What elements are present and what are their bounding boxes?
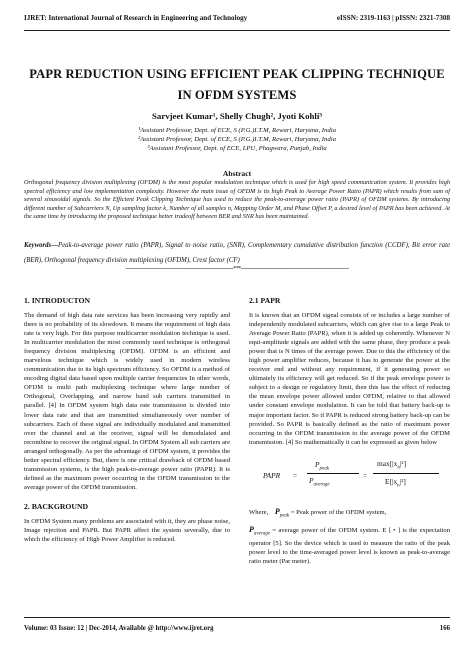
fraction-bar-1 bbox=[307, 473, 359, 474]
fraction-bar-2 bbox=[373, 473, 439, 474]
formula-equals-2: = bbox=[363, 470, 368, 480]
formula-lhs: PAPR bbox=[263, 470, 281, 480]
abstract-heading: Abstract bbox=[222, 169, 252, 178]
keywords-label: Keywords— bbox=[24, 242, 58, 249]
page-number: 166 bbox=[439, 625, 450, 632]
keywords-text: Peak-to-average power ratio (PAPR), Signal to noise ratio, (SNR), Complementary cumulative distribution function (CCDF), Bit error rate (BER), Orthogonal frequency division multiplexing (OFDM), Crest factor (CF) bbox=[24, 242, 450, 264]
where-line-2: $P_{average}$ = average power of the OFDM system. E [ • ] is the expectation operator [5]. So the device which is used to measure the ratio of the peak power level to the time-averaged power level is known as peak-to-average ratio meter (Par meter). bbox=[249, 525, 450, 566]
papr-paragraph: It is known that an OFDM signal consists of or includes a large number of independently modulated subcarriers, which can give rise to a large Peak to Average Power Ratio (PAPR), when it is added up coherently. Whenever N equi-amplitude signals are added with the same phase, they produce a peak power that is N times of the average power. Due to this the efficiency of the high power amplifier reduces, because it has to generate the power at the receiver end and without any requirement, if it generating power so ultimately its efficiency will get reduced. So if the peak envelope power is subject to a design or regulatory limit, then this has the effect of reducing the mean envelope power allowed under OFDM, relative to that allowed under constant envelope modulation. It can be told that battery back-up is major important factor. So if PAPR is reduced strong battery back-up can be provided. So PAPR is basically defined as the ratio of maximum power occurring in the OFDM transmission to the average power of the OFDM transmission. [4] So mathematically it can be expressed as given below bbox=[249, 312, 451, 446]
title-line-2: IN OFDM SYSTEMS bbox=[177, 88, 297, 102]
affiliation-1: ¹Assistant Professor, Dept. of ECE, S (P.G.)I.T.M, Rewari, Haryana, India bbox=[138, 127, 336, 134]
affiliation-2: ²Assistant Professor, Dept. of ECE, S (P.G.)I.T.M, Rewari, Haryana, India bbox=[138, 136, 336, 143]
left-column bbox=[24, 296, 230, 544]
author-list: Sarvjeet Kumar¹, Shelly Chugh², Jyoti Kohli³ bbox=[152, 111, 322, 121]
issn-info: eISSN: 2319-1163 | pISSN: 2321-7308 bbox=[336, 14, 450, 22]
keywords bbox=[24, 238, 450, 268]
running-header bbox=[24, 14, 450, 22]
journal-name: IJRET: International Journal of Research in Engineering and Technology bbox=[24, 14, 248, 22]
background-heading: 2. BACKGROUND bbox=[24, 501, 89, 511]
papr-formula bbox=[249, 453, 450, 503]
formula-denominator-2: $E[|x_n|^2]$ bbox=[385, 476, 406, 489]
formula-denominator-1: $P_{average}$ bbox=[309, 475, 330, 488]
background-paragraph: In OFDM System many problems are associated with it, they are phase noise, Image rejection and PAPR. But PAPR affect the system severally, due to which the efficiency of High Power Amplifier is reduced. bbox=[24, 517, 230, 544]
title-line-1: PAPR REDUCTION USING EFFICIENT PEAK CLIPPING TECHNIQUE bbox=[29, 67, 445, 81]
section-separator: ------------------------------------------------------------------------***------------------------------------------------------------------------ bbox=[125, 266, 349, 272]
right-column bbox=[249, 296, 450, 566]
formula-numerator-1: $P_{peak}$ bbox=[315, 459, 329, 472]
paper-title bbox=[24, 64, 450, 106]
formula-numerator-2: $\max[|x_n|^2]$ bbox=[377, 458, 407, 471]
header-rule bbox=[24, 30, 450, 31]
page-footer bbox=[24, 625, 450, 632]
affiliation-3: ³Assistant Professor, Dept. of ECE, LPU, Phagwara, Punjab, India bbox=[147, 145, 327, 152]
abstract-text: Orthogonal frequency division multiplexing (OFDM) is the most popular modulation technique which is used for high speed communication system. It provides high spectral efficiency and low implementation complexity. However the main issue of OFDM is its high Peak to Average Power Ratio (PAPR) which results from sum of several sinusoidal signals. So the Efficient Peak Clipping Technique has used to reduce the peak-to-average power ratio (PAPR) of OFDM systems. By introducing different number of Subcarriers N, Up sampling factor k, Number of all samples n, Mapping Order M, and Phase Offset P, a desired level of PAPR has been achieved. At the same time by introducing the proposed technique better tradeoff between BER and SNR has been maintained. bbox=[24, 179, 450, 221]
intro-paragraph: The demand of high data rate services has been increasing very rapidly and there is no probability of its slowdown. It means the requirement of high data rate is very high. For this purpose multicarrier modulation technique is used. In multicarrier modulation the most commonly used technique is orthogonal frequency division multiplexing (OFDM). OFDM is an efficient and marvelous technique which is widely used in modern wireless communication due to its high spectrum efficiency. So OFDM is a method of encoding digital data based upon multiple carrier frequencies In other words, OFDM is multi path multiplexing technique where large number of Orthogonal, Overlapping, and narrow band sub carriers transmitted in parallel. [4] In OFDM system high data rate transmission is divided into lower data rate and that are transmitted simultaneously over number of subcarriers. Each of these signal are individually modulated and transmitted over the channel and at the receiver, signal will be demodulated and recombine to recover the original signal. In OFDM System all sub carriers are arranged orthogonally. As per the advantage of OFDM system, it provides the better spectral efficiency. But, there is one critical drawback of OFDM based transmission systems, is the high peak-to-average power ratio (PAPR). It is defined as the maximum power occurring in the OFDM transmission to the average power of the OFDM transmission. bbox=[24, 312, 230, 491]
where-line-1: Where, $P_{peak}$ = Peak power of the OFDM system, bbox=[249, 506, 387, 519]
papr-heading: 2.1 PAPR bbox=[249, 296, 281, 305]
footer-rule bbox=[24, 617, 450, 618]
formula-equals: = bbox=[293, 470, 298, 480]
intro-heading: 1. INTRODUCTON bbox=[24, 296, 91, 305]
footer-volume-info: Volume: 03 Issue: 12 | Dec-2014, Available @ http://www.ijret.org bbox=[24, 625, 214, 632]
